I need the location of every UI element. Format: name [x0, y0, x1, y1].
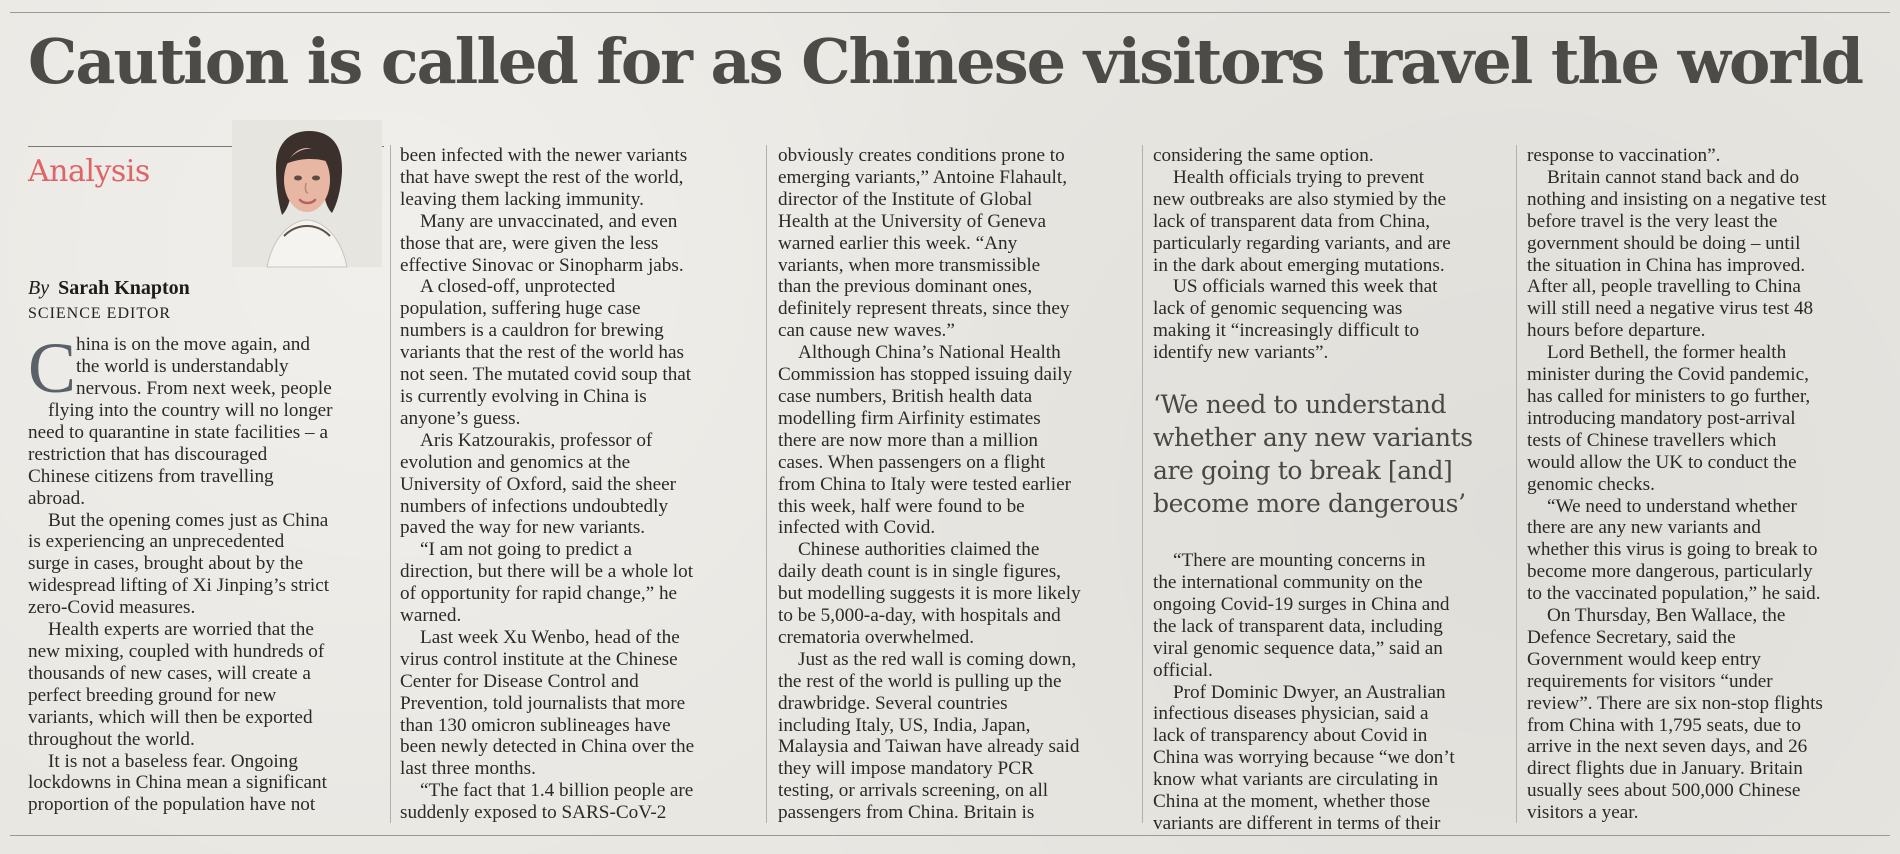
article-text-line: Last week Xu Wenbo, head of the: [420, 626, 680, 648]
article-text-line: China was worrying because “we don’t: [1153, 747, 1455, 769]
article-text-line: modelling firm Airfinity estimates: [778, 407, 1041, 429]
author-portrait: [232, 120, 382, 267]
article-text-line: Health at the University of Geneva: [778, 210, 1046, 232]
article-text-line: can cause new waves.”: [778, 320, 955, 342]
article-paragraph: [400, 430, 770, 540]
article-paragraph: [1527, 342, 1897, 495]
article-paragraph: [400, 780, 770, 824]
article-paragraph: [778, 539, 1148, 649]
article-text-line: Malaysia and Taiwan have already said: [778, 736, 1080, 758]
article-text-line: official.: [1153, 659, 1213, 681]
article-text-line: hours before departure.: [1527, 320, 1706, 342]
article-text-line: drawbridge. Several countries: [778, 692, 1008, 714]
article-text-line: direct flights due in January. Britain: [1527, 758, 1803, 780]
article-text-line: China at the moment, whether those: [1153, 791, 1431, 813]
top-rule: [10, 12, 1890, 13]
article-text-line: minister during the Covid pandemic,: [1527, 364, 1809, 386]
article-text-line: new outbreaks are also stymied by the: [1153, 188, 1447, 210]
article-paragraph: [1527, 167, 1897, 342]
article-column-3: [778, 145, 1148, 824]
article-text-line: daily death count is in single figures,: [778, 561, 1061, 583]
article-text-line: Many are unvaccinated, and even: [420, 210, 678, 232]
article-text-line: widespread lifting of Xi Jinping’s strict: [28, 575, 330, 597]
article-text-line: there are now more than a million: [778, 429, 1039, 451]
article-text-line: making it “increasingly difficult to: [1153, 320, 1420, 342]
article-text-line: is currently evolving in China is: [400, 385, 647, 407]
article-text-line: US officials warned this week that: [1173, 276, 1438, 298]
article-text-line: But the opening comes just as China: [48, 509, 329, 531]
article-text-line: Aris Katzourakis, professor of: [420, 429, 653, 451]
article-text-line: than the previous dominant ones,: [778, 276, 1033, 298]
drop-cap: C: [28, 328, 77, 408]
article-paragraph: [400, 276, 770, 429]
article-text-line: warned earlier this week. “Any: [778, 232, 1018, 254]
article-text-line: viral genomic sequence data,” said an: [1153, 637, 1443, 659]
article-text-line: arrive in the next seven days, and 26: [1527, 736, 1808, 758]
article-text-line: direction, but there will be a whole lot: [400, 561, 694, 583]
article-text-line: particularly regarding variants, and are: [1153, 232, 1451, 254]
article-text-line: considering the same option.: [1153, 145, 1374, 166]
article-text-line: A closed-off, unprotected: [420, 276, 616, 298]
article-text-line: case numbers, British health data: [778, 385, 1033, 407]
article-text-line: hina is on the move again, and: [76, 334, 310, 355]
article-text-line: restriction that has discouraged: [28, 443, 268, 465]
article-text-line: It is not a baseless fear. Ongoing: [48, 750, 298, 772]
article-text-line: in the dark about emerging mutations.: [1153, 254, 1445, 276]
article-text-line: become more dangerous, particularly: [1527, 561, 1813, 583]
article-paragraph: [28, 328, 398, 408]
article-text-line: “There are mounting concerns in: [1173, 550, 1426, 572]
article-text-line: the international community on the: [1153, 571, 1423, 593]
article-text-line: Prof Dominic Dwyer, an Australian: [1173, 681, 1446, 703]
article-text-line: emerging variants,” Antoine Flahault,: [778, 166, 1067, 188]
article-paragraph: [1527, 145, 1897, 167]
article-text-line: variants that the rest of the world has: [400, 342, 684, 364]
article-paragraph: [28, 400, 398, 510]
article-text-line: Prevention, told journalists that more: [400, 692, 686, 714]
article-text-line: tests of Chinese travellers which: [1527, 429, 1777, 451]
article-text-line: virus control institute at the Chinese: [400, 648, 678, 670]
analysis-label: Analysis: [28, 154, 150, 189]
article-text-line: After all, people travelling to China: [1527, 276, 1801, 298]
article-text-line: the world is understandably: [76, 355, 289, 377]
article-text-line: Center for Disease Control and: [400, 670, 639, 692]
article-text-line: ongoing Covid-19 surges in China and: [1153, 593, 1450, 615]
article-text-line: Chinese citizens from travelling: [28, 465, 274, 487]
pull-quote: [1153, 388, 1523, 520]
article-paragraph: [28, 510, 398, 620]
article-text-line: lack of genomic sequencing was: [1153, 298, 1403, 320]
article-column-2: [400, 145, 770, 824]
article-text-line: throughout the world.: [28, 728, 195, 750]
article-text-line: variants are different in terms of their: [1153, 812, 1441, 834]
article-text-line: government should be doing – until: [1527, 232, 1801, 254]
article-text-line: before travel is the very least the: [1527, 210, 1778, 232]
article-text-line: Lord Bethell, the former health: [1547, 342, 1787, 364]
article-paragraph: [28, 619, 398, 750]
article-text-line: been newly detected in China over the: [400, 736, 695, 758]
article-text-line: lack of transparency about Covid in: [1153, 725, 1428, 747]
pull-quote-line: whether any new variants: [1153, 423, 1473, 453]
article-text-line: lack of transparent data from China,: [1153, 210, 1431, 232]
article-paragraph: [778, 145, 1148, 342]
article-text-line: the rest of the world is pulling up the: [778, 670, 1062, 692]
article-paragraph: [28, 751, 398, 817]
article-column-5: [1527, 145, 1897, 824]
article-text-line: proportion of the population have not: [28, 794, 316, 816]
pull-quote-line: become more dangerous’: [1153, 489, 1466, 519]
article-text-line: thousands of new cases, will create a: [28, 662, 311, 684]
article-text-line: to be 5,000-a-day, with hospitals and: [778, 605, 1061, 627]
article-text-line: crematoria overwhelmed.: [778, 626, 975, 648]
article-text-line: identify new variants”.: [1153, 342, 1329, 364]
article-text-line: there are any new variants and: [1527, 517, 1761, 539]
article-text-line: the situation in China has improved.: [1527, 254, 1806, 276]
article-text-line: Defence Secretary, said the: [1527, 626, 1736, 648]
article-text-line: Health officials trying to prevent: [1173, 166, 1425, 188]
bottom-rule: [10, 835, 1890, 836]
article-text-line: University of Oxford, said the sheer: [400, 473, 677, 495]
article-text-line: obviously creates conditions prone to: [778, 145, 1065, 166]
article-text-line: but modelling suggests it is more likely: [778, 583, 1081, 605]
article-text-line: effective Sinovac or Sinopharm jabs.: [400, 254, 684, 276]
article-text-line: Commission has stopped issuing daily: [778, 364, 1073, 386]
article-paragraph: [778, 342, 1148, 539]
article-text-line: leaving them lacking immunity.: [400, 188, 644, 210]
article-paragraph: [400, 627, 770, 780]
article-paragraph: [778, 649, 1148, 824]
article-text-line: population, suffering huge case: [400, 298, 641, 320]
article-text-line: Just as the red wall is coming down,: [798, 648, 1077, 670]
article-text-line: requirements for visitors “under: [1527, 670, 1773, 692]
article-text-line: “We need to understand whether: [1547, 495, 1797, 517]
article-paragraph: [1527, 605, 1897, 824]
article-paragraph: [1153, 550, 1523, 681]
article-text-line: from China to Italy were tested earlier: [778, 473, 1072, 495]
article-text-line: paved the way for new variants.: [400, 517, 646, 539]
article-text-line: Government would keep entry: [1527, 648, 1761, 670]
article-text-line: abroad.: [28, 487, 86, 509]
article-text-line: anyone’s guess.: [400, 407, 521, 429]
article-paragraph: [400, 211, 770, 277]
author-portrait-illustration: [232, 120, 382, 267]
article-text-line: from China with 1,795 seats, due to: [1527, 714, 1801, 736]
article-text-line: variants, which will then be exported: [28, 706, 313, 728]
article-text-line: need to quarantine in state facilities – a: [28, 421, 328, 443]
article-text-line: passengers from China. Britain is: [778, 802, 1035, 824]
article-text-line: “I am not going to predict a: [420, 539, 633, 561]
article-text-line: review”. There are six non-stop flights: [1527, 692, 1823, 714]
article-text-line: than 130 omicron sublineages have: [400, 714, 671, 736]
article-text-line: testing, or arrivals screening, on all: [778, 780, 1049, 802]
article-text-line: lockdowns in China mean a significant: [28, 772, 327, 794]
article-text-line: this week, half were found to be: [778, 495, 1025, 517]
article-paragraph: [1153, 145, 1523, 167]
article-text-line: variants, when more transmissible: [778, 254, 1041, 276]
article-text-line: numbers of infections undoubtedly: [400, 495, 669, 517]
article-text-line: know what variants are circulating in: [1153, 769, 1439, 791]
article-text-line: “The fact that 1.4 billion people are: [420, 780, 694, 802]
article-text-line: whether this virus is going to break to: [1527, 539, 1818, 561]
article-column-4: [1153, 145, 1523, 834]
author-role: SCIENCE EDITOR: [28, 305, 172, 322]
article-text-line: zero-Covid measures.: [28, 597, 196, 619]
article-text-line: would allow the UK to conduct the: [1527, 451, 1797, 473]
article-text-line: last three months.: [400, 758, 536, 780]
article-text-line: definitely represent threats, since they: [778, 298, 1070, 320]
author-name: Sarah Knapton: [58, 277, 190, 299]
pull-quote-line: are going to break [and]: [1153, 456, 1453, 486]
article-text-line: director of the Institute of Global: [778, 188, 1033, 210]
article-paragraph: [1153, 167, 1523, 277]
article-paragraph: [1153, 276, 1523, 364]
article-text-line: will still need a negative virus test 48: [1527, 298, 1814, 320]
article-text-line: infectious diseases physician, said a: [1153, 703, 1429, 725]
article-text-line: suddenly exposed to SARS-CoV-2: [400, 802, 667, 824]
article-paragraph: [1153, 682, 1523, 835]
article-text-line: evolution and genomics at the: [400, 451, 631, 473]
article-paragraph: [400, 539, 770, 627]
article-text-line: those that are, were given the less: [400, 232, 659, 254]
article-text-line: has called for ministers to go further,: [1527, 385, 1811, 407]
headline: Caution is called for as Chinese visitors travel the world: [28, 25, 1862, 98]
article-column-1: [28, 328, 398, 816]
article-text-line: nothing and insisting on a negative test: [1527, 188, 1827, 210]
article-text-line: that have swept the rest of the world,: [400, 166, 684, 188]
article-text-line: Britain cannot stand back and do: [1547, 166, 1800, 188]
byline-prefix: By: [28, 277, 50, 299]
article-text-line: of opportunity for rapid change,” he: [400, 583, 678, 605]
article-text-line: the lack of transparent data, including: [1153, 615, 1443, 637]
article-text-line: numbers is a cauldron for brewing: [400, 320, 664, 342]
article-text-line: warned.: [400, 605, 462, 627]
byline: [28, 276, 190, 300]
article-text-line: been infected with the newer variants: [400, 145, 688, 166]
article-text-line: new mixing, coupled with hundreds of: [28, 640, 325, 662]
article-text-line: response to vaccination”.: [1527, 145, 1721, 166]
article-text-line: Chinese authorities claimed the: [798, 539, 1040, 561]
article-text-line: genomic checks.: [1527, 473, 1655, 495]
article-text-line: On Thursday, Ben Wallace, the: [1547, 605, 1786, 627]
article-text-line: introducing mandatory post-arrival: [1527, 407, 1796, 429]
article-paragraph: [1527, 496, 1897, 606]
article-text-line: infected with Covid.: [778, 517, 936, 539]
article-text-line: visitors a year.: [1527, 802, 1639, 824]
article-text-line: they will impose mandatory PCR: [778, 758, 1034, 780]
article-paragraph: [400, 145, 770, 211]
article-text-line: usually sees about 500,000 Chinese: [1527, 780, 1801, 802]
article-text-line: to the vaccinated population,” he said.: [1527, 583, 1821, 605]
article-text-line: flying into the country will no longer: [48, 400, 333, 421]
article-text-line: Although China’s National Health: [798, 342, 1061, 364]
article-text-line: perfect breeding ground for new: [28, 684, 277, 706]
article-text-line: is experiencing an unprecedented: [28, 531, 285, 553]
article-text-line: including Italy, US, India, Japan,: [778, 714, 1031, 736]
article-text-line: cases. When passengers on a flight: [778, 451, 1046, 473]
article-text-line: surge in cases, brought about by the: [28, 553, 304, 575]
pull-quote-line: ‘We need to understand: [1153, 390, 1447, 420]
article-text-line: not seen. The mutated covid soup that: [400, 364, 692, 386]
article-text-line: Health experts are worried that the: [48, 619, 314, 641]
article-text-line: nervous. From next week, people: [76, 377, 332, 399]
